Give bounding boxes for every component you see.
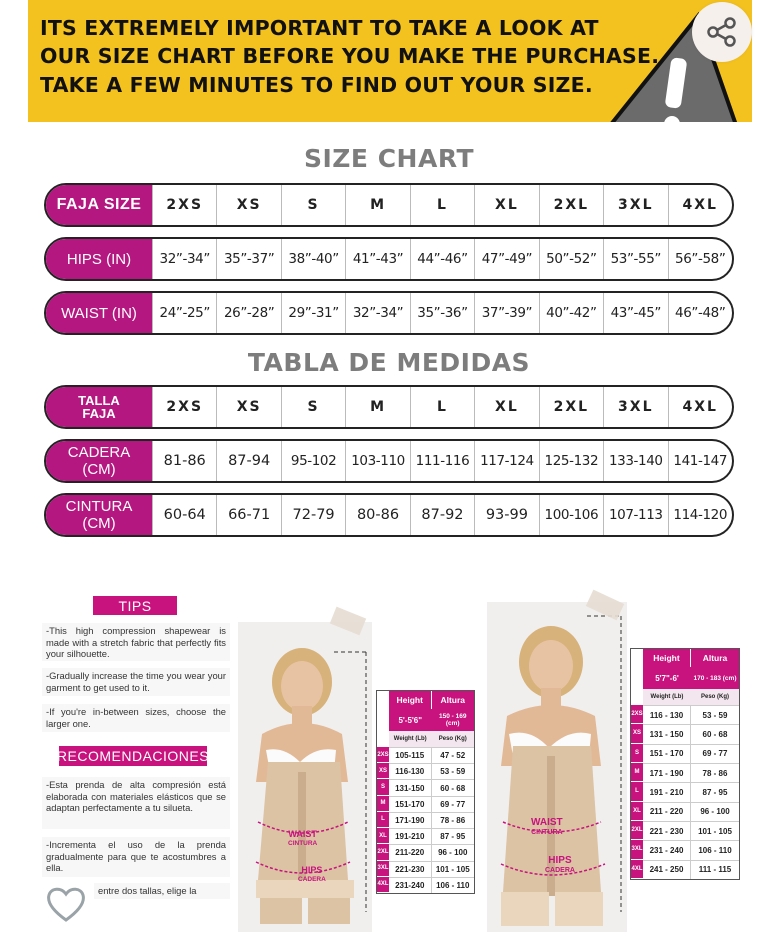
waist-cell: 46”-48” bbox=[668, 293, 732, 333]
cadera-cell: 117-124 bbox=[474, 441, 538, 481]
tabla-row-cadera bbox=[44, 439, 734, 483]
row-label: WAIST (IN) bbox=[46, 293, 152, 333]
reco-3: entre dos tallas, elige la bbox=[94, 883, 230, 899]
cadera-cell: 95-102 bbox=[281, 441, 345, 481]
size-cell: 3XL bbox=[603, 387, 667, 427]
peso-cell: 106 - 110 bbox=[691, 840, 739, 859]
weight-cell: 171 - 190 bbox=[643, 763, 691, 782]
size-tag: 2XL bbox=[631, 821, 643, 839]
waist-marker-label: WAIST CINTURA bbox=[531, 817, 563, 836]
size-cell: 4XL bbox=[668, 185, 732, 225]
hips-cell: 38”-40” bbox=[281, 239, 345, 279]
weight-cell: 171-190 bbox=[389, 812, 432, 828]
peso-cell: 60 - 68 bbox=[432, 779, 475, 795]
waist-cell: 26”-28” bbox=[216, 293, 280, 333]
size-tag: 2XL bbox=[377, 844, 389, 859]
size-cell: M bbox=[345, 387, 409, 427]
weight-cell: 151-170 bbox=[389, 796, 432, 812]
peso-cell: 47 - 52 bbox=[432, 747, 475, 763]
size-tag: M bbox=[377, 796, 389, 811]
cintura-cell: 80-86 bbox=[345, 495, 409, 535]
weight-cell: 131 - 150 bbox=[643, 724, 691, 743]
row-label-line2: FAJA bbox=[82, 406, 116, 421]
row-label-line1: CINTURA bbox=[65, 498, 133, 515]
peso-cell: 87 - 95 bbox=[691, 782, 739, 801]
size-chart-row-faja bbox=[44, 183, 734, 227]
size-cell: 2XL bbox=[539, 387, 603, 427]
tip-3: -If you're in-between sizes, choose the larger one. bbox=[42, 704, 230, 732]
hips-marker-label: HIPS CADERA bbox=[545, 855, 575, 874]
height-header: Height bbox=[389, 691, 431, 709]
row-label: FAJA SIZE bbox=[46, 185, 152, 225]
size-tag: 2XS bbox=[377, 747, 389, 762]
cintura-cell: 60-64 bbox=[152, 495, 216, 535]
hips-cell: 41”-43” bbox=[345, 239, 409, 279]
weight-cell: 211 - 220 bbox=[643, 802, 691, 821]
hips-marker-label: HIPS CADERA bbox=[298, 865, 326, 883]
cadera-cell: 81-86 bbox=[152, 441, 216, 481]
size-cell: L bbox=[410, 387, 474, 427]
banner-line-1: ITS EXTREMELY IMPORTANT TO TAKE A LOOK AT bbox=[40, 16, 599, 40]
warning-banner bbox=[28, 0, 752, 122]
cadera-cell: 141-147 bbox=[668, 441, 732, 481]
waist-cell: 40”-42” bbox=[539, 293, 603, 333]
peso-cell: 87 - 95 bbox=[432, 828, 475, 844]
size-cell: 2XS bbox=[152, 185, 216, 225]
size-cell: 2XS bbox=[152, 387, 216, 427]
peso-cell: 78 - 86 bbox=[432, 812, 475, 828]
size-cell: XL bbox=[474, 185, 538, 225]
peso-label: Peso (Kg) bbox=[432, 731, 475, 747]
row-label-line1: TALLA bbox=[78, 393, 120, 408]
peso-cell: 53 - 59 bbox=[432, 763, 475, 779]
altura-header: Altura bbox=[432, 691, 475, 709]
tabla-row-cintura bbox=[44, 493, 734, 537]
peso-cell: 101 - 105 bbox=[691, 821, 739, 840]
tabla-row-talla bbox=[44, 385, 734, 429]
waist-cell: 32”-34” bbox=[345, 293, 409, 333]
altura-range: 150 - 169 (cm) bbox=[432, 709, 475, 731]
peso-cell: 96 - 100 bbox=[432, 844, 475, 860]
peso-cell: 69 - 77 bbox=[691, 744, 739, 763]
reco-2: -Incrementa el uso de la prenda gradualmente para que te acostumbres a ella. bbox=[42, 837, 230, 877]
weight-cell: 151 - 170 bbox=[643, 744, 691, 763]
hips-cell: 32”-34” bbox=[152, 239, 216, 279]
row-label bbox=[46, 495, 152, 535]
weight-cell: 221-230 bbox=[389, 861, 432, 877]
size-cell: 2XL bbox=[539, 185, 603, 225]
row-label: HIPS (IN) bbox=[46, 239, 152, 279]
row-label-line2: (CM) bbox=[82, 515, 116, 532]
peso-cell: 53 - 59 bbox=[691, 705, 739, 724]
size-tag: 3XL bbox=[377, 861, 389, 876]
waist-cell: 43”-45” bbox=[603, 293, 667, 333]
altura-header: Altura bbox=[691, 649, 739, 667]
peso-cell: 69 - 77 bbox=[432, 796, 475, 812]
size-tag: XL bbox=[377, 828, 389, 843]
share-icon[interactable] bbox=[692, 2, 752, 62]
cadera-cell: 125-132 bbox=[539, 441, 603, 481]
height-header: Height bbox=[643, 649, 690, 667]
tip-1: -This high compression shapewear is made with a stretch fabric that perfectly fits your silhouette. bbox=[42, 623, 230, 661]
altura-range: 170 - 183 (cm) bbox=[691, 667, 739, 689]
hips-cell: 50”-52” bbox=[539, 239, 603, 279]
recomendaciones-heading: RECOMENDACIONES bbox=[56, 748, 210, 764]
weight-cell: 221 - 230 bbox=[643, 821, 691, 840]
size-tag: M bbox=[631, 763, 643, 781]
row-label-line1: CADERA bbox=[67, 444, 131, 461]
cintura-cell: 66-71 bbox=[216, 495, 280, 535]
weight-cell: 211-220 bbox=[389, 844, 432, 860]
peso-cell: 101 - 105 bbox=[432, 861, 475, 877]
cadera-cell: 103-110 bbox=[345, 441, 409, 481]
size-tag: S bbox=[631, 744, 643, 762]
cintura-cell: 87-92 bbox=[410, 495, 474, 535]
size-cell: S bbox=[281, 387, 345, 427]
cintura-cell: 72-79 bbox=[281, 495, 345, 535]
waist-cell: 37”-39” bbox=[474, 293, 538, 333]
size-cell: XL bbox=[474, 387, 538, 427]
height-range: 5'-5'6" bbox=[389, 709, 432, 731]
weight-cell: 191 - 210 bbox=[643, 782, 691, 801]
weight-label: Weight (Lb) bbox=[643, 689, 691, 705]
weight-cell: 116-130 bbox=[389, 763, 432, 779]
row-label-line2: (CM) bbox=[82, 461, 116, 478]
size-table-right bbox=[630, 648, 740, 880]
size-chart-title: SIZE CHART bbox=[303, 144, 474, 173]
cintura-cell: 93-99 bbox=[474, 495, 538, 535]
size-tag: 4XL bbox=[377, 877, 389, 892]
hips-cell: 47”-49” bbox=[474, 239, 538, 279]
weight-cell: 231 - 240 bbox=[643, 840, 691, 859]
waist-cell: 29”-31” bbox=[281, 293, 345, 333]
height-range: 5'7"-6' bbox=[643, 667, 691, 689]
waist-cell: 35”-36” bbox=[410, 293, 474, 333]
peso-cell: 111 - 115 bbox=[691, 860, 739, 879]
hips-cell: 56”-58” bbox=[668, 239, 732, 279]
weight-label: Weight (Lb) bbox=[389, 731, 432, 747]
size-tag: L bbox=[631, 782, 643, 800]
weight-cell: 191-210 bbox=[389, 828, 432, 844]
size-cell: XS bbox=[216, 185, 280, 225]
model-photo-right bbox=[487, 602, 627, 932]
peso-cell: 96 - 100 bbox=[691, 802, 739, 821]
hips-cell: 53”-55” bbox=[603, 239, 667, 279]
tip-2: -Gradually increase the time you wear your garment to get used to it. bbox=[42, 668, 230, 696]
cadera-cell: 133-140 bbox=[603, 441, 667, 481]
size-table-left bbox=[376, 690, 475, 894]
peso-label: Peso (Kg) bbox=[691, 689, 739, 705]
tabla-title: TABLA DE MEDIDAS bbox=[247, 348, 531, 377]
size-cell: 3XL bbox=[603, 185, 667, 225]
row-label bbox=[46, 387, 152, 427]
size-cell: L bbox=[410, 185, 474, 225]
peso-cell: 106 - 110 bbox=[432, 877, 475, 893]
size-chart-row-waist bbox=[44, 291, 734, 335]
cintura-cell: 114-120 bbox=[668, 495, 732, 535]
cadera-cell: 87-94 bbox=[216, 441, 280, 481]
weight-cell: 241 - 250 bbox=[643, 860, 691, 879]
hips-cell: 35”-37” bbox=[216, 239, 280, 279]
weight-cell: 105-115 bbox=[389, 747, 432, 763]
hips-cell: 44”-46” bbox=[410, 239, 474, 279]
peso-cell: 78 - 86 bbox=[691, 763, 739, 782]
size-tag: 4XL bbox=[631, 860, 643, 878]
weight-cell: 116 - 130 bbox=[643, 705, 691, 724]
size-tag: XS bbox=[631, 724, 643, 742]
model-photo-left bbox=[238, 622, 372, 932]
weight-cell: 231-240 bbox=[389, 877, 432, 893]
size-tag: 3XL bbox=[631, 840, 643, 858]
size-cell: S bbox=[281, 185, 345, 225]
cintura-cell: 100-106 bbox=[539, 495, 603, 535]
size-tag: L bbox=[377, 812, 389, 827]
cintura-cell: 107-113 bbox=[603, 495, 667, 535]
size-chart-row-hips bbox=[44, 237, 734, 281]
peso-cell: 60 - 68 bbox=[691, 724, 739, 743]
row-label bbox=[46, 441, 152, 481]
size-tag: XL bbox=[631, 802, 643, 820]
banner-line-2: OUR SIZE CHART BEFORE YOU MAKE THE PURCHASE. bbox=[40, 44, 660, 68]
banner-line-3: TAKE A FEW MINUTES TO FIND OUT YOUR SIZE. bbox=[40, 73, 593, 97]
heart-icon[interactable] bbox=[44, 884, 88, 924]
size-cell: XS bbox=[216, 387, 280, 427]
size-tag: XS bbox=[377, 763, 389, 778]
cadera-cell: 111-116 bbox=[410, 441, 474, 481]
weight-cell: 131-150 bbox=[389, 779, 432, 795]
size-tag: S bbox=[377, 779, 389, 794]
reco-1: -Esta prenda de alta compresión está elaborada con materiales elásticos que se adaptan perfectamente a tu silueta. bbox=[42, 777, 230, 829]
waist-marker-label: WAIST CINTURA bbox=[288, 829, 318, 847]
size-tag: 2XS bbox=[631, 705, 643, 723]
size-cell: 4XL bbox=[668, 387, 732, 427]
tips-heading: TIPS bbox=[93, 596, 177, 615]
size-cell: M bbox=[345, 185, 409, 225]
waist-cell: 24”-25” bbox=[152, 293, 216, 333]
